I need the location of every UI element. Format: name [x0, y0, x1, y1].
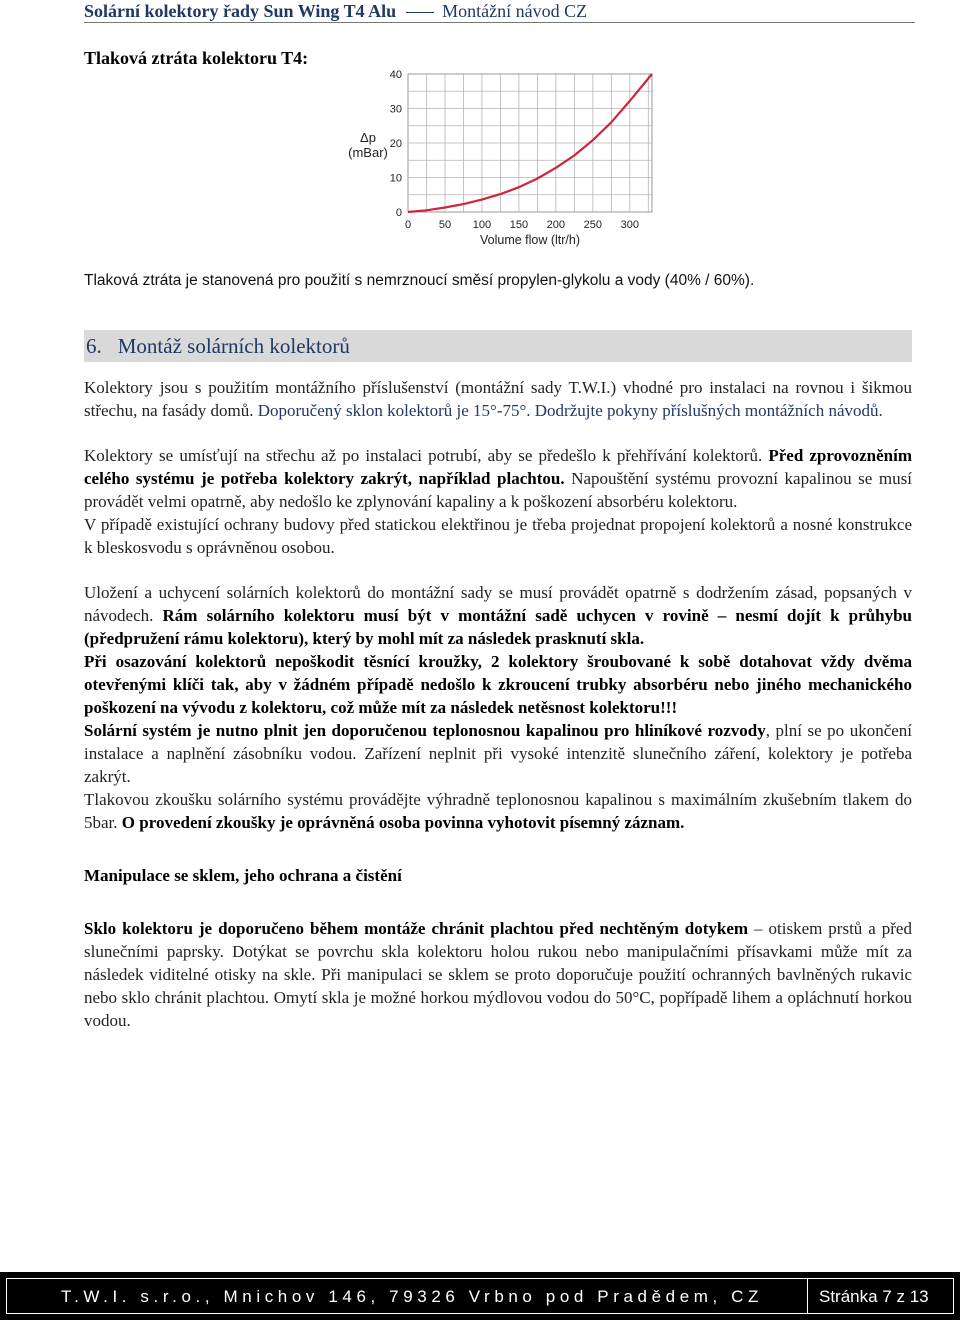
- chart-ylabel-line1: Δp: [360, 130, 376, 145]
- footer-address: T.W.I. s.r.o., Mnichov 146, 79326 Vrbno pod Pradědem, CZ: [61, 1287, 764, 1306]
- paragraph-2: [84, 444, 912, 513]
- chart-xtick-label: 250: [583, 219, 603, 231]
- paragraph-1: [84, 376, 912, 422]
- section-title: Montáž solárních kolektorů: [117, 334, 350, 358]
- page-footer: [0, 1272, 960, 1320]
- paragraph-6: [84, 719, 912, 788]
- chart-xtick-label: 0: [404, 219, 412, 231]
- chart-grid: [408, 74, 652, 212]
- chart-xtick-label: 50: [438, 219, 452, 231]
- page-header: [84, 0, 915, 23]
- p1-text-a: Kolektory jsou s použitím montážního příslušenství (montážní sady T.W.I.) vhodné pro instalaci na rovnou i šikmou střechu, na fasády domů.: [84, 378, 912, 420]
- chart-ytick-label: 0: [395, 207, 402, 219]
- chart-xtick-label: 300: [620, 219, 639, 231]
- header-title: Solární kolektory řady Sun Wing T4 Alu: [84, 1, 397, 21]
- chart-ytick-label: 20: [389, 138, 402, 150]
- glass-heading: [84, 864, 912, 887]
- paragraph-8: [84, 917, 912, 1032]
- section-number: 6.: [86, 334, 102, 358]
- paragraph-3: V případě existující ochrany budovy před statickou elektřinou je třeba projednat propojení kolektorů a nosné konstrukce k bleskosvodu s oprávněnou osobou.: [84, 515, 912, 557]
- p5-bold: Při osazování kolektorů nepoškodit těsnící kroužky, 2 kolektory šroubované k sobě dotahovat vždy dvěma otevřenými klíči tak, aby v žádném případě nedošlo k zkroucení trubky absorbéru nebo jiného mechanického poškození na vývodu z kolektoru, což může mít za následek netěsnost kolektoru!!!: [84, 652, 912, 717]
- footer-page-number: Stránka 7 z 13: [819, 1287, 929, 1306]
- chart-xtick-label: 100: [472, 219, 492, 231]
- footer-divider: [807, 1279, 808, 1313]
- chart-xtick-label: 150: [509, 219, 529, 231]
- chart-ytick-label: 10: [389, 172, 402, 185]
- pressure-loss-note: Tlaková ztráta je stanovená pro použití s nemrznoucí směsí propylen-glykolu a vody (40% / 60%).: [84, 272, 755, 289]
- p8-text-b: – otiskem prstů a před slunečními paprsky. Dotýkat se povrchu skla kolektoru holou rukou nebo manipulačními přísavkami může mít za následek viditelné otisky na skle. Při manipulaci se sklem se proto doporučuje použití ochranných bavlněných rukavic nebo sklo chránit plachtou. Omytí skla je možné horkou mýdlovou vodou do 50°C, popřípadě lihem a opláchnutí horkou vodou.: [84, 919, 912, 1030]
- paragraph-5: [84, 650, 912, 719]
- p2-text-a: Kolektory se umísťují na střechu až po instalaci potrubí, aby se předešlo k přehřívání kolektorů.: [84, 446, 763, 465]
- p2-bold: Před zprovozněním celého systému je potřeba kolektory zakrýt, například plachtou.: [84, 446, 913, 488]
- p6-text-b: , plní se po ukončení instalace a naplnění zásobníku vodou. Zařízení neplnit při vysoké intenzitě slunečního záření, kolektory je potřeba zakrýt.: [84, 721, 913, 786]
- header-subtitle: Montážní návod CZ: [442, 1, 588, 21]
- p2-text-c: Napouštění systému provozní kapalinou se musí provádět velmi opatrně, aby nedošlo ke zplynování kapaliny a k poškození absorbéru kolektoru.: [84, 469, 912, 511]
- header-dash: [406, 12, 434, 13]
- p8-bold: Sklo kolektoru je doporučeno během montáže chránit plachtou před nechtěným dotykem: [84, 919, 749, 938]
- p6-bold: Solární systém je nutno plnit jen doporučenou teplonosnou kapalinou pro hliníkové rozvody: [84, 721, 766, 740]
- chart-ylabel-line2: (mBar): [348, 145, 388, 160]
- chart-y-ticks: [390, 69, 402, 219]
- p7-text-a: Tlakovou zkoušku solárního systému provádějte výhradně teplonosnou kapalinou s maximálním zkušebním tlakem do 5bar.: [84, 790, 912, 832]
- chart-xtick-label: 200: [546, 219, 566, 231]
- glass-heading-text: Manipulace se sklem, jeho ochrana a čistění: [84, 866, 402, 885]
- chart-ytick-label: 30: [389, 103, 402, 116]
- p4-bold: Rám solárního kolektoru musí být v montážní sadě uchycen v rovině – nesmí dojít k průhybu (předpružení rámu kolektoru), který by mohl mít za následek prasknutí skla.: [84, 606, 913, 648]
- pressure-loss-chart: [340, 62, 660, 252]
- chart-ytick-label: 40: [389, 69, 402, 81]
- paragraph-4: [84, 581, 912, 650]
- p1-text-b: Doporučený sklon kolektorů je 15°-75°. Dodržujte pokyny příslušných montážních návodů.: [257, 401, 883, 420]
- paragraph-7: [84, 788, 912, 834]
- p7-bold: O provedení zkoušky je oprávněná osoba povinna vyhotovit písemný záznam.: [121, 813, 685, 832]
- main-content: [84, 376, 912, 1032]
- p4-text-a: Uložení a uchycení solárních kolektorů do montážní sady se musí provádět opatrně s dodržením zásad, popsaných v návodech.: [84, 583, 912, 625]
- section-heading: [84, 330, 912, 362]
- pressure-loss-heading: Tlaková ztráta kolektoru T4:: [84, 48, 309, 68]
- chart-x-ticks: [405, 219, 639, 231]
- chart-xlabel: Volume flow (ltr/h): [479, 233, 581, 247]
